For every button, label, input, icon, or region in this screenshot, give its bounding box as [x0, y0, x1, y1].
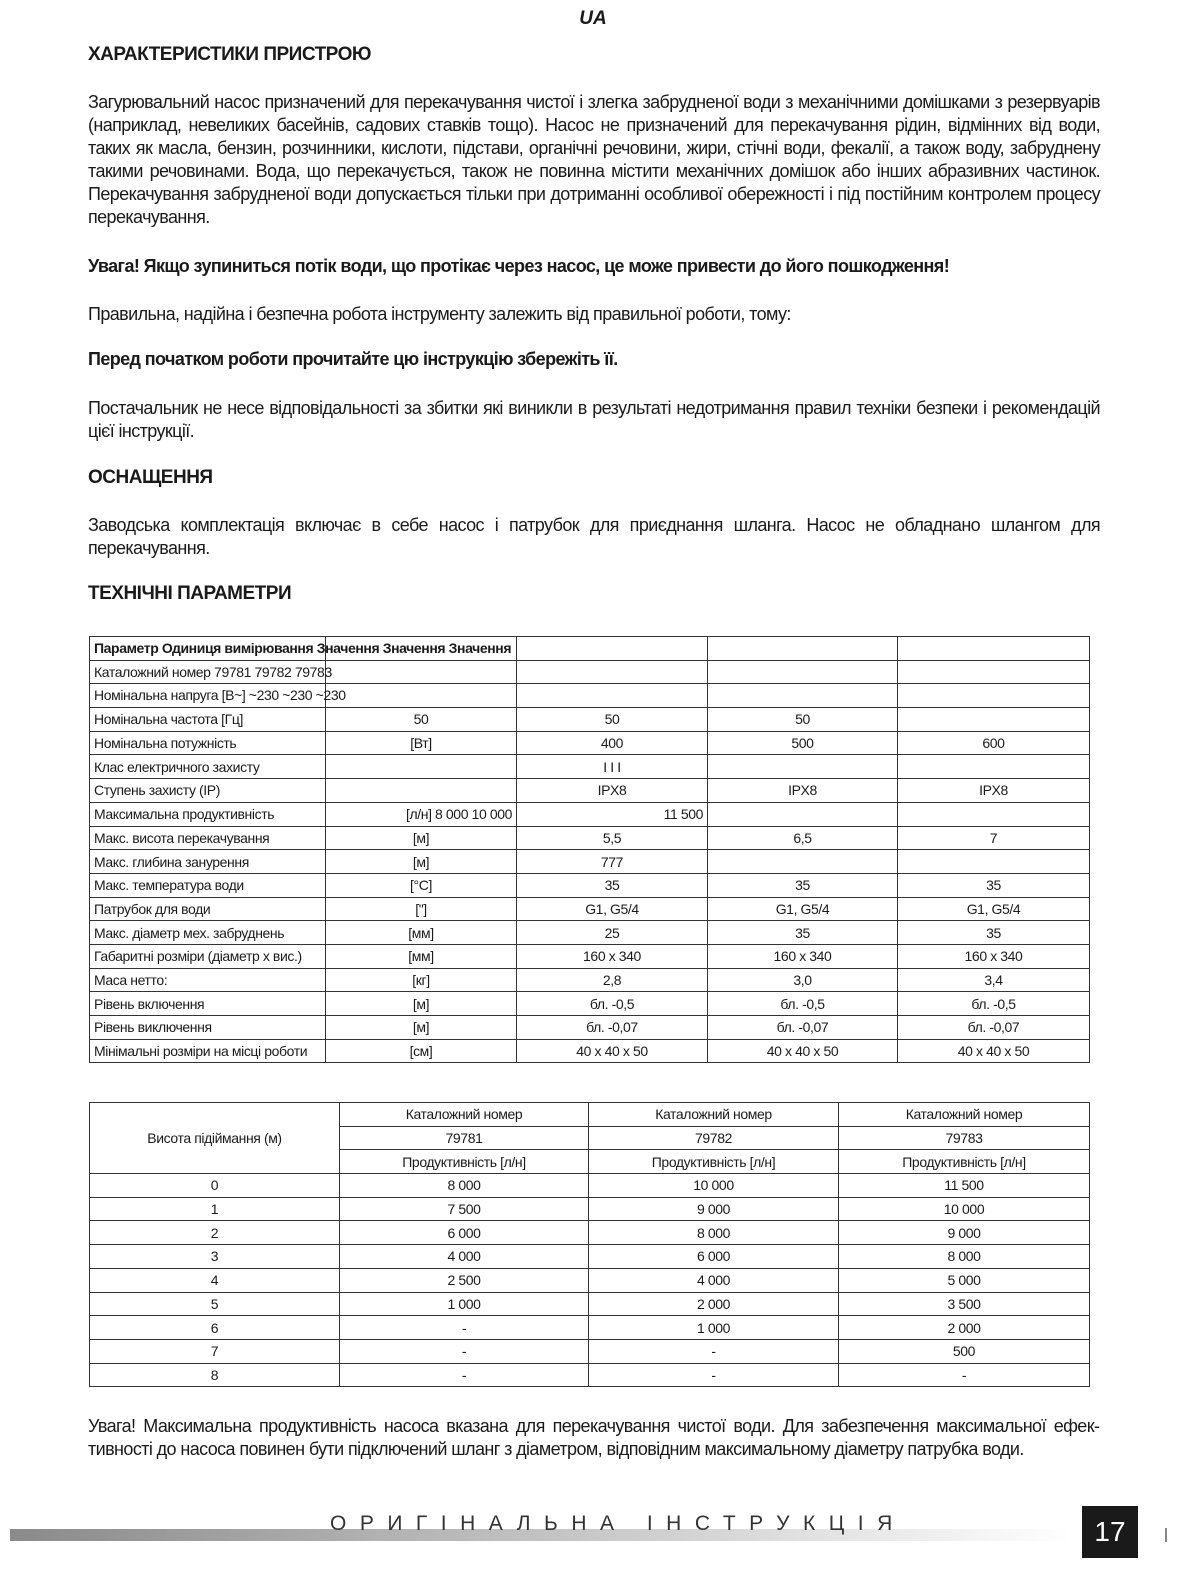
cell: -	[589, 1339, 839, 1363]
catalog-label: Каталожний номер	[589, 1103, 839, 1127]
table-row	[90, 1339, 1090, 1363]
cell: 8 000	[340, 1174, 589, 1198]
table-row	[90, 1039, 1090, 1063]
table-row	[90, 1174, 1090, 1198]
cell: 6 000	[589, 1245, 839, 1269]
table-row	[90, 1245, 1090, 1269]
row-label: 1	[90, 1197, 340, 1221]
table-row	[90, 921, 1090, 945]
row-label: Ступень захисту (IP)	[90, 779, 326, 803]
table-row	[90, 1268, 1090, 1292]
row-label: Максимальна продуктивність	[90, 802, 326, 826]
height-header: Висота підіймання (м)	[90, 1103, 340, 1174]
cell: G1, G5/4	[517, 897, 708, 921]
paragraph-description: Загурювальний насос призначений для перекачування чистої і злегка забрудненої води з механічними домішками з резервуарів (наприклад, невеликих басейнів, садових ставків тощо). Насос не призначений для перекачування рідин, відмінних від води, таких як масла, бензин, розчинники, кислоти, підстави, органічні речовини, жири, стічні води, фекалії, а також воду, забруднену такими речовинами. Вода, що перекачується, також не повинна містити механічних домішок або інших абразивних частинок. Перекачування забрудненої води допускається тільки при дотриманні особливої обережності і під постійним контролем процесу перекачування.	[88, 92, 1100, 227]
table-row	[90, 1316, 1090, 1340]
cell: 40 x 40 x 50	[898, 1039, 1090, 1063]
row-label: Рівень включення	[90, 992, 326, 1016]
cell: 35	[517, 873, 708, 897]
cell: 3,4	[898, 968, 1090, 992]
cell: 7	[898, 826, 1090, 850]
page-number: 17	[1082, 1506, 1138, 1558]
row-label: Клас електричного захисту	[90, 755, 326, 779]
section-title-equipment: ОСНАЩЕННЯ	[88, 467, 213, 488]
row-label: 0	[90, 1174, 340, 1198]
row-label: Макс. температура води	[90, 873, 326, 897]
cell: 8 000	[589, 1221, 839, 1245]
model-number: 79783	[839, 1126, 1090, 1150]
cell: 160 x 340	[517, 944, 708, 968]
table-row	[90, 708, 1090, 732]
cell: бл. -0,5	[517, 992, 708, 1016]
paragraph-liability: Постачальник не несе відповідальності за збитки які виникли в результаті недотримання правил техніки безпеки і рекомендацій цієї інструкції.	[88, 398, 1100, 441]
cell: 50	[326, 708, 517, 732]
warning-text: Увага! Якщо зупиниться потік води, що протікає через насос, це може привести до його пошкодження!	[88, 256, 950, 276]
cell	[898, 802, 1090, 826]
table-row	[90, 992, 1090, 1016]
row-label: Макс. глибина занурення	[90, 850, 326, 874]
table-row	[90, 1197, 1090, 1221]
cell: I I I	[517, 755, 708, 779]
table-row	[90, 968, 1090, 992]
cell: бл. -0,5	[898, 992, 1090, 1016]
table-row	[90, 1016, 1090, 1040]
table-row	[90, 802, 1090, 826]
cell: 2 000	[839, 1316, 1090, 1340]
cell: [°C]	[326, 873, 517, 897]
paragraph-safety: Правильна, надійна і безпечна робота інструменту залежить від правильної роботи, тому:	[88, 304, 791, 324]
cell: 500	[839, 1339, 1090, 1363]
cell: бл. -0,07	[898, 1016, 1090, 1040]
row-label: Мінімальні розміри на місці роботи	[90, 1039, 326, 1063]
performance-table	[89, 1102, 1090, 1387]
cell: 11 500	[839, 1174, 1090, 1198]
row-label: Номінальна частота [Гц]	[90, 708, 326, 732]
row-label: 8	[90, 1363, 340, 1387]
cell: 35	[708, 921, 898, 945]
cell: [м]	[326, 850, 517, 874]
cell: 50	[517, 708, 708, 732]
table-row	[90, 637, 1090, 661]
cell: бл. -0,07	[708, 1016, 898, 1040]
cell	[898, 708, 1090, 732]
cell: 35	[898, 873, 1090, 897]
cell: 1 000	[589, 1316, 839, 1340]
paragraph-equipment: Заводська комплектація включає в себе насос і патрубок для приєднання шланга. Насос не обладнано шлангом для перекачування.	[88, 515, 1100, 558]
cell: 2,8	[517, 968, 708, 992]
cell	[898, 755, 1090, 779]
cell: 7 500	[340, 1197, 589, 1221]
cell: 10 000	[589, 1174, 839, 1198]
cell: 40 x 40 x 50	[517, 1039, 708, 1063]
perf-label: Продуктивність [л/н]	[589, 1150, 839, 1174]
perf-label: Продуктивність [л/н]	[340, 1150, 589, 1174]
spec-cell: Каталожний номер 79781 79782 79783	[94, 663, 332, 680]
cell: -	[589, 1363, 839, 1387]
cell: 160 x 340	[898, 944, 1090, 968]
cell: 9 000	[589, 1197, 839, 1221]
row-label: 5	[90, 1292, 340, 1316]
cell: [л/н] 8 000 10 000	[326, 802, 517, 826]
table-row	[90, 1221, 1090, 1245]
row-label: 4	[90, 1268, 340, 1292]
cell	[326, 755, 517, 779]
table-row	[90, 684, 1090, 708]
table-row	[90, 1292, 1090, 1316]
section-title-characteristics: ХАРАКТЕРИСТИКИ ПРИСТРОЮ	[88, 44, 371, 65]
cell: ["]	[326, 897, 517, 921]
cell: 2 500	[340, 1268, 589, 1292]
cell: 8 000	[839, 1245, 1090, 1269]
table-row	[90, 779, 1090, 803]
cell: IPX8	[517, 779, 708, 803]
cell: бл. -0,5	[708, 992, 898, 1016]
cell: 4 000	[340, 1245, 589, 1269]
table-row	[90, 1363, 1090, 1387]
cell: 35	[898, 921, 1090, 945]
cell: [мм]	[326, 944, 517, 968]
row-label: Макс. висота перекачування	[90, 826, 326, 850]
table-row	[90, 660, 1090, 684]
spec-cell: Номінальна напруга [В~] ~230 ~230 ~230	[94, 687, 346, 704]
cell: 10 000	[839, 1197, 1090, 1221]
cell: -	[340, 1363, 589, 1387]
spec-header: Параметр Одиниця вимірювання Значення Значення Значення	[94, 640, 512, 656]
cell: 600	[898, 731, 1090, 755]
table-row	[90, 850, 1090, 874]
cell: 6 000	[340, 1221, 589, 1245]
row-label: Номінальна потужність	[90, 731, 326, 755]
table-row	[90, 1103, 1090, 1127]
read-instructions-text: Перед початком роботи прочитайте цю інструкцію збережіть її.	[88, 349, 618, 369]
cell: [кг]	[326, 968, 517, 992]
perf-label: Продуктивність [л/н]	[839, 1150, 1090, 1174]
cell: 25	[517, 921, 708, 945]
cell: -	[839, 1363, 1090, 1387]
row-label: Патрубок для води	[90, 897, 326, 921]
row-label: 3	[90, 1245, 340, 1269]
table-row	[90, 897, 1090, 921]
model-number: 79782	[589, 1126, 839, 1150]
cell: [м]	[326, 992, 517, 1016]
cell: 5,5	[517, 826, 708, 850]
cell: 4 000	[589, 1268, 839, 1292]
cell: [см]	[326, 1039, 517, 1063]
cell	[708, 802, 898, 826]
cell: 5 000	[839, 1268, 1090, 1292]
cell: 500	[708, 731, 898, 755]
cell: 9 000	[839, 1221, 1090, 1245]
table-row	[90, 873, 1090, 897]
edge-mark	[1165, 1528, 1167, 1542]
row-label: 2	[90, 1221, 340, 1245]
cell: 777	[517, 850, 708, 874]
cell	[898, 850, 1090, 874]
row-label: Габаритні розміри (діаметр х вис.)	[90, 944, 326, 968]
cell: G1, G5/4	[708, 897, 898, 921]
cell: 11 500	[517, 802, 708, 826]
table-row	[90, 826, 1090, 850]
cell: 40 x 40 x 50	[708, 1039, 898, 1063]
cell: -	[340, 1339, 589, 1363]
table-row	[90, 731, 1090, 755]
cell: [Вт]	[326, 731, 517, 755]
cell	[326, 779, 517, 803]
row-label: Макс. діаметр мех. забруднень	[90, 921, 326, 945]
cell: [мм]	[326, 921, 517, 945]
catalog-label: Каталожний номер	[340, 1103, 589, 1127]
table-row	[90, 944, 1090, 968]
cell: 3,0	[708, 968, 898, 992]
cell: бл. -0,07	[517, 1016, 708, 1040]
cell: [м]	[326, 826, 517, 850]
cell: [м]	[326, 1016, 517, 1040]
cell: 50	[708, 708, 898, 732]
spec-table	[89, 636, 1090, 1063]
model-number: 79781	[340, 1126, 589, 1150]
cell: 2 000	[589, 1292, 839, 1316]
section-title-specs: ТЕХНІЧНІ ПАРАМЕТРИ	[88, 583, 292, 604]
row-label: Рівень виключення	[90, 1016, 326, 1040]
row-label: 7	[90, 1339, 340, 1363]
row-label: Маса нетто:	[90, 968, 326, 992]
cell: -	[340, 1316, 589, 1340]
table-row	[90, 755, 1090, 779]
cell: 160 x 340	[708, 944, 898, 968]
cell	[708, 755, 898, 779]
catalog-label: Каталожний номер	[839, 1103, 1090, 1127]
language-label: UA	[579, 8, 607, 29]
cell: 6,5	[708, 826, 898, 850]
cell	[708, 850, 898, 874]
row-label: 6	[90, 1316, 340, 1340]
cell: IPX8	[708, 779, 898, 803]
footer-text: ОРИГІНАЛЬНА ІНСТРУКЦІЯ	[330, 1512, 906, 1535]
cell: G1, G5/4	[898, 897, 1090, 921]
cell: 3 500	[839, 1292, 1090, 1316]
cell: 35	[708, 873, 898, 897]
footnote: Увага! Максимальна продуктивність насоса вказана для перекачування чистої води. Для забезпечення максимальної ефективності до насоса повинен бути підключений шланг з діаметром, відповідним максимальному діаметру патрубка води.	[88, 1416, 1100, 1459]
cell: IPX8	[898, 779, 1090, 803]
cell: 400	[517, 731, 708, 755]
cell: 1 000	[340, 1292, 589, 1316]
